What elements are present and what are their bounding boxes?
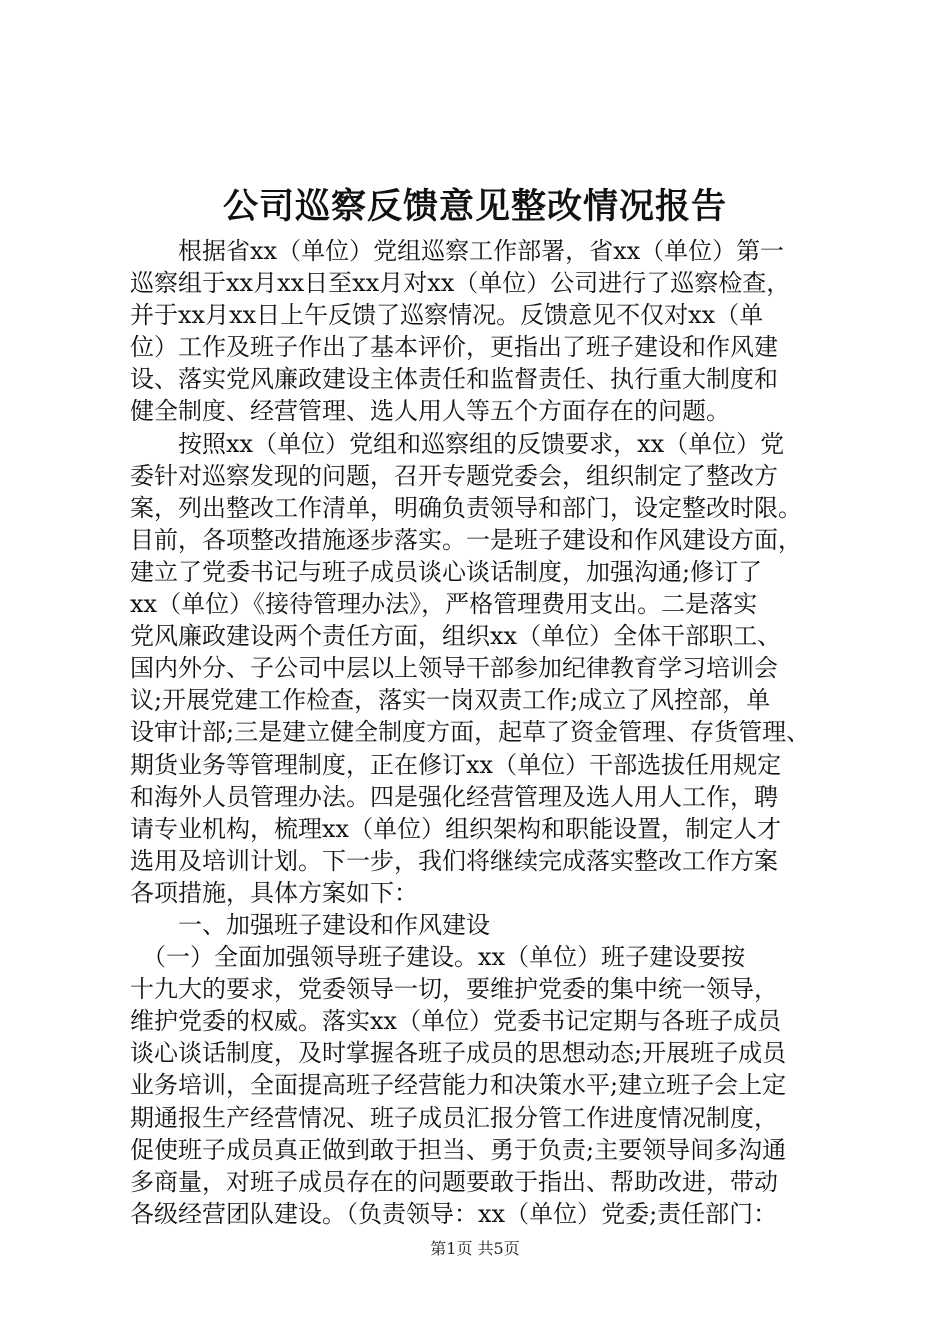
body-line: 巡察组于xx月xx日至xx月对xx（单位）公司进行了巡察检查， [130,269,791,298]
body-line: 各级经营团队建设。（负责领导：xx（单位）党委;责任部门： [130,1199,778,1228]
document-body [130,235,830,1230]
body-line: 维护党委的权威。落实xx（单位）党委书记定期与各班子成员 [130,1007,782,1036]
section-heading: 一、加强班子建设和作风建设 [130,910,490,939]
body-line: 选用及培训计划。下一步，我们将继续完成落实整改工作方案 [130,846,778,875]
body-line: 十九大的要求，党委领导一切，要维护党委的集中统一领导， [130,975,778,1004]
body-line: 各项措施，具体方案如下： [130,878,418,907]
body-line: 议;开展党建工作检查，落实一岗双责工作;成立了风控部，单 [130,686,771,715]
body-line: 业务培训，全面提高班子经营能力和决策水平;建立班子会上定 [130,1071,787,1100]
body-line: 谈心谈话制度，及时掌握各班子成员的思想动态;开展班子成员 [130,1039,787,1068]
body-line: 促使班子成员真正做到敢于担当、勇于负责;主要领导间多沟通 [130,1135,787,1164]
body-line: 党风廉政建设两个责任方面，组织xx（单位）全体干部职工、 [130,622,782,651]
body-line: 期货业务等管理制度，正在修订xx（单位）干部选拔任用规定 [130,750,782,779]
body-line: 多商量，对班子成员存在的问题要敢于指出、帮助改进，带动 [130,1167,778,1196]
body-line: 按照xx（单位）党组和巡察组的反馈要求，xx（单位）党 [130,429,785,458]
body-line: 委针对巡察发现的问题，召开专题党委会，组织制定了整改方 [130,461,778,490]
body-line: 和海外人员管理办法。四是强化经营管理及选人用人工作，聘 [130,782,778,811]
body-line: （一）全面加强领导班子建设。xx（单位）班子建设要按 [130,943,746,972]
body-line: 国内外分、子公司中层以上领导干部参加纪律教育学习培训会 [130,654,778,683]
body-line: 建立了党委书记与班子成员谈心谈话制度，加强沟通;修订了 [130,557,763,586]
body-line: 设、落实党风廉政建设主体责任和监督责任、执行重大制度和 [130,365,778,394]
body-line: 案，列出整改工作清单，明确负责领导和部门，设定整改时限。 [130,493,802,522]
body-line: 目前，各项整改措施逐步落实。一是班子建设和作风建设方面， [130,525,802,554]
body-line: 并于xx月xx日上午反馈了巡察情况。反馈意见不仅对xx（单 [130,301,764,330]
body-line: 请专业机构，梳理xx（单位）组织架构和职能设置，制定人才 [130,814,782,843]
body-line: 设审计部;三是建立健全制度方面，起草了资金管理、存货管理、 [130,718,811,747]
body-line: xx（单位）《接待管理办法》，严格管理费用支出。二是落实 [130,590,758,619]
body-line: 位）工作及班子作出了基本评价，更指出了班子建设和作风建 [130,333,778,362]
document-title: 公司巡察反馈意见整改情况报告 [222,186,727,227]
page-footer: 第1页 共5页 [430,1239,520,1258]
body-line: 健全制度、经营管理、选人用人等五个方面存在的问题。 [130,397,730,426]
body-line: 期通报生产经营情况、班子成员汇报分管工作进度情况制度， [130,1103,778,1132]
body-line: 根据省xx（单位）党组巡察工作部署，省xx（单位）第一 [130,237,785,265]
